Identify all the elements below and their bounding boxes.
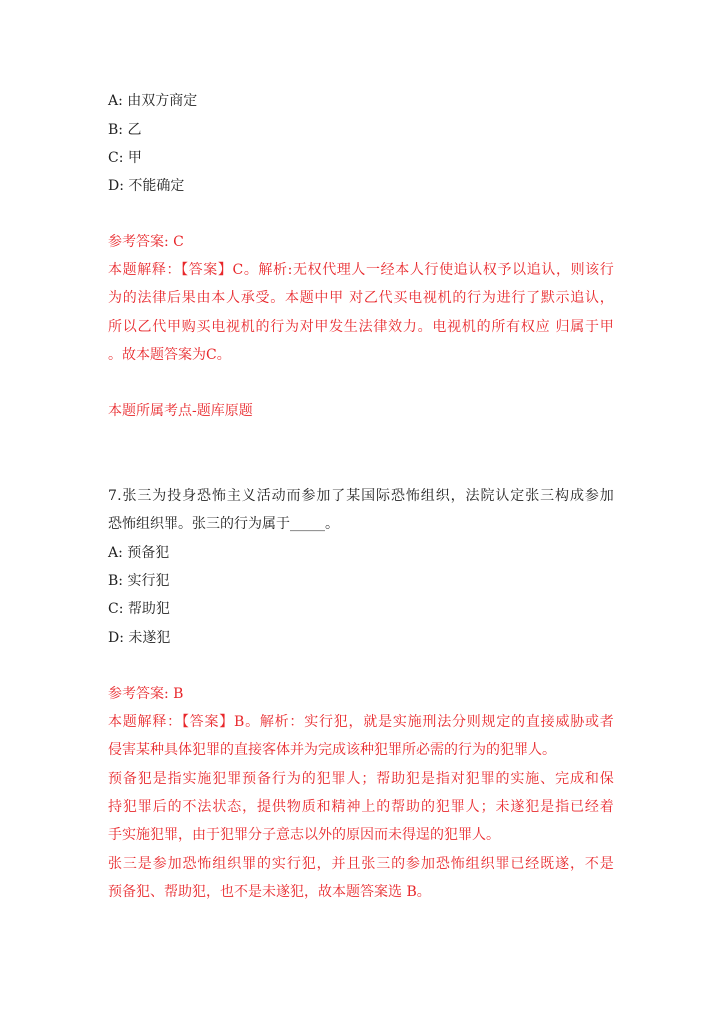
- q7-explanation-line: 手实施犯罪，由于犯罪分子意志以外的原因而未得逞的犯罪人。: [108, 827, 500, 843]
- q7-explanation-line: 张三是参加恐怖组织罪的实行犯，并且张三的参加恐怖组织罪已经既遂，不是: [108, 856, 614, 872]
- q6-explanation-line: 。故本题答案为C。: [108, 347, 231, 363]
- q7-explanation-line: 预备犯、帮助犯，也不是未遂犯，故本题答案选 B。: [108, 884, 431, 900]
- q6-explanation-line: 所以乙代甲购买电视机的行为对甲发生法律效力。电视机的所有权应 归属于甲: [108, 319, 614, 335]
- q7-option-d: D: 未遂犯: [108, 630, 171, 646]
- q7-explanation-line: 预备犯是指实施犯罪预备行为的犯罪人；帮助犯是指对犯罪的实施、完成和保: [108, 771, 614, 787]
- q7-answer: 参考答案: B: [108, 686, 184, 702]
- q7-option-c: C: 帮助犯: [108, 601, 170, 617]
- q6-explanation-line: 为的法律后果由本人承受。本题中甲 对乙代买电视机的行为进行了默示追认，: [108, 290, 614, 306]
- q6-option-c: C: 甲: [108, 150, 142, 166]
- q7-option-b: B: 实行犯: [108, 573, 170, 589]
- q7-explanation-line: 侵害某种具体犯罪的直接客体并为完成该种犯罪所必需的行为的犯罪人。: [108, 742, 556, 758]
- q7-explanation-line: 持犯罪后的不法状态，提供物质和精神上的帮助的犯罪人；未遂犯是指已经着: [108, 799, 614, 815]
- q6-explanation-line: 本题解释：【答案】C。解析:无权代理人一经本人行使追认权予以追认，则该行: [108, 262, 614, 278]
- q6-source: 本题所属考点-题库原题: [108, 403, 253, 419]
- q6-option-d: D: 不能确定: [108, 178, 185, 194]
- q6-option-a: A: 由双方商定: [108, 93, 198, 109]
- q7-explanation-line: 本题解释：【答案】B。解析：实行犯，就是实施刑法分则规定的直接威胁或者: [108, 714, 614, 730]
- q7-option-a: A: 预备犯: [108, 545, 170, 561]
- q7-question-line: 7.张三为投身恐怖主义活动而参加了某国际恐怖组织，法院认定张三构成参加: [108, 488, 614, 504]
- q7-question-line: 恐怖组织罪。张三的行为属于_____。: [108, 516, 339, 532]
- q6-option-b: B: 乙: [108, 122, 142, 138]
- q6-answer: 参考答案: C: [108, 234, 184, 250]
